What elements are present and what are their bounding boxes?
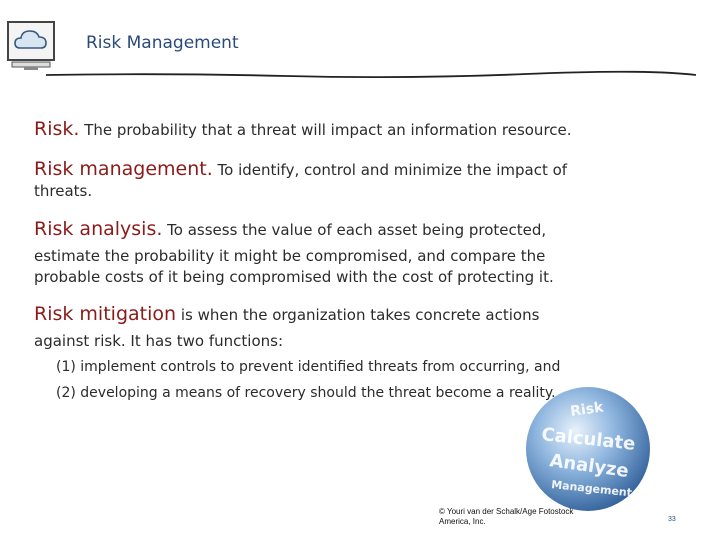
definition-text: The probability that a threat will impact an information resource. bbox=[79, 121, 572, 139]
globe-word: Management bbox=[550, 478, 633, 500]
term-risk-management: Risk management. bbox=[34, 158, 213, 180]
title-underline bbox=[46, 70, 696, 80]
page-number: 33 bbox=[668, 516, 676, 523]
function-item-2: (2) developing a means of recovery should the threat become a reality. bbox=[56, 385, 556, 401]
page-title: Risk Management bbox=[86, 33, 239, 53]
cloud-monitor-icon bbox=[6, 18, 58, 72]
definition-text-continued: against risk. It has two functions: bbox=[34, 332, 284, 350]
term-risk-analysis: Risk analysis. bbox=[34, 218, 163, 240]
definition-text-continued: estimate the probability it might be compromised, and compare the bbox=[34, 247, 546, 265]
definition-text: is when the organization takes concrete actions bbox=[176, 306, 540, 324]
definition-text-continued: probable costs of it being compromised with the cost of protecting it. bbox=[34, 268, 554, 286]
globe-word: Risk bbox=[569, 399, 605, 420]
definition-text-continued: threats. bbox=[34, 182, 93, 200]
term-risk-mitigation: Risk mitigation bbox=[34, 303, 177, 325]
risk-globe-image bbox=[523, 384, 653, 514]
term-risk: Risk. bbox=[34, 118, 80, 140]
definition-risk-analysis bbox=[34, 218, 546, 241]
globe-word: Calculate bbox=[540, 424, 637, 455]
definition-risk bbox=[34, 118, 572, 141]
image-credit: © Youri van der Schalk/Age Fotostock America, Inc. bbox=[439, 507, 574, 526]
function-item-1: (1) implement controls to prevent identified threats from occurring, and bbox=[56, 359, 561, 375]
definition-risk-management bbox=[34, 158, 567, 181]
definition-risk-mitigation bbox=[34, 303, 539, 326]
definition-text: To identify, control and minimize the impact of bbox=[212, 161, 568, 179]
globe-word: Analyze bbox=[548, 450, 630, 483]
definition-text: To assess the value of each asset being protected, bbox=[162, 221, 547, 239]
